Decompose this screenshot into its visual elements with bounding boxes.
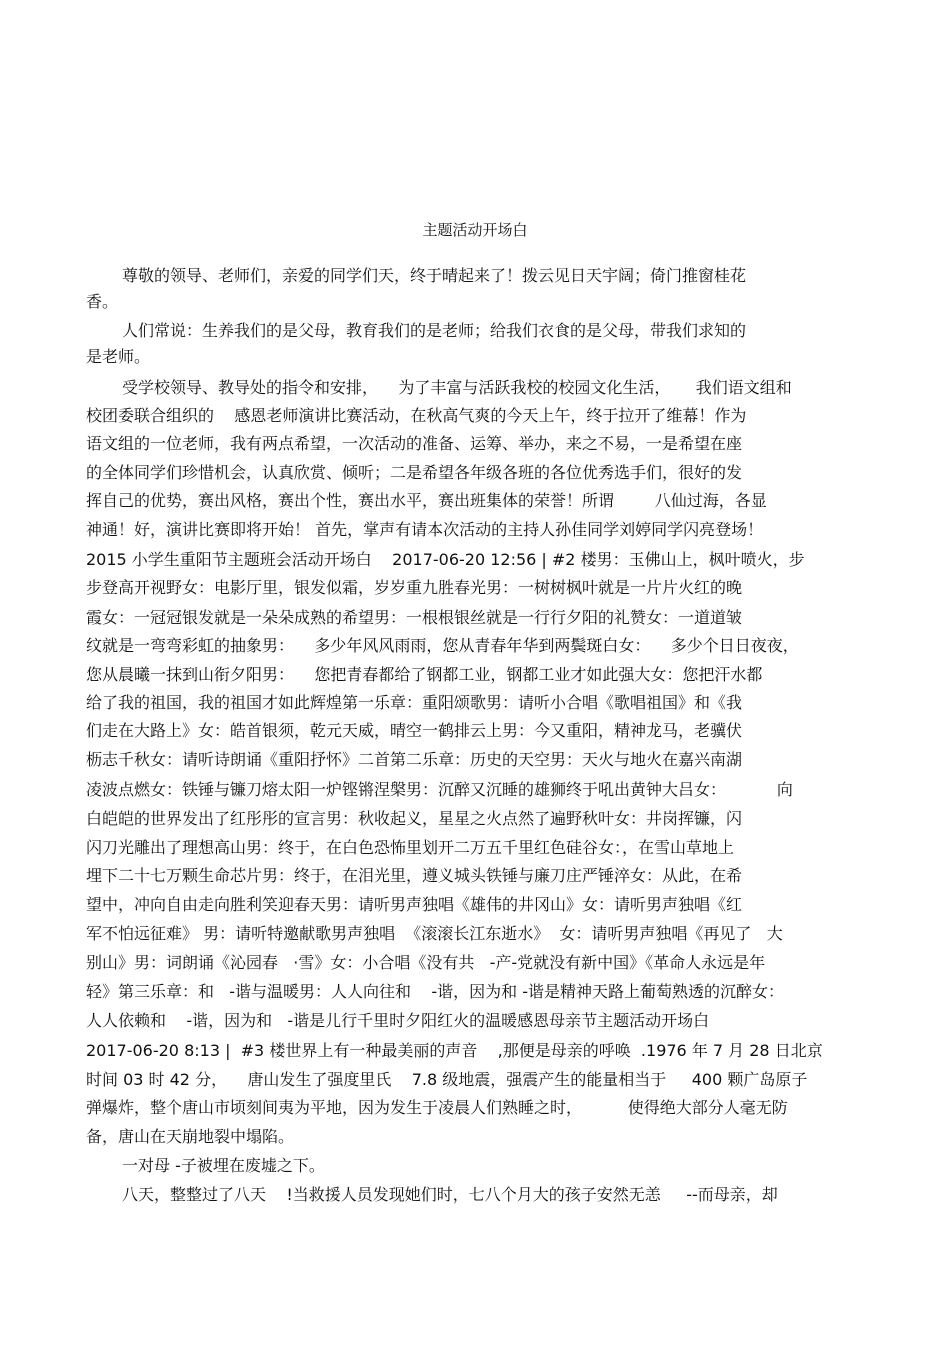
paragraph-line: 一对母 -子被埋在废墟之下。 <box>122 1156 325 1175</box>
paragraph-line: 尊敬的领导、老师们，亲爱的同学们天，终于晴起来了！拨云见日天宇阔；倚门推窗桂花 <box>122 266 747 285</box>
paragraph-line: 闪刀光雕出了理想高山男：终于，在白色恐怖里划开二万五千里红色硅谷女：，在雪山草地上 <box>86 838 735 857</box>
paragraph-line: 八天，整整过了八天 !当救援人员发现她们时，七八个月大的孩子安然无恙 --而母亲，却 <box>122 1185 778 1204</box>
paragraph-line: 是老师。 <box>86 347 151 366</box>
paragraph-line: 受学校领导、教导处的指令和安排， 为了丰富与活跃我校的校园文化生活， 我们语文组和 <box>122 378 792 397</box>
paragraph-line: 校团委联合组织的 感恩老师演讲比赛活动，在秋高气爽的今天上午，终于拉开了维幕！作为 <box>86 406 747 425</box>
paragraph-line: 给了我的祖国，我的祖国才如此辉煌第一乐章：重阳颂歌男：请听小合唱《歌唱祖国》和《我 <box>86 693 743 712</box>
paragraph-line: 2015 小学生重阳节主题班会活动开场白 2017-06-20 12:56 | #2 楼男：玉佛山上，枫叶喷火，步 <box>86 550 805 569</box>
paragraph-line: 神通！好，演讲比赛即将开始！ 首先，掌声有请本次活动的主持人孙佳同学刘婷同学闪亮登场！ <box>86 520 764 539</box>
paragraph-line: 的全体同学们珍惜机会，认真欣赏、倾听；二是希望各年级各班的各位优秀选手们，很好的发 <box>86 463 743 482</box>
paragraph-line: 您从晨曦一抹到山衔夕阳男： 您把青春都给了钢都工业，钢都工业才如此强大女：您把汗水都 <box>86 665 763 684</box>
paragraph-line: 霞女：一冠冠银发就是一朵朵成熟的希望男：一根根银丝就是一行行夕阳的礼赞女：一道道皱 <box>86 608 743 627</box>
paragraph-line: 人人依赖和 -谐，因为和 -谐是儿行千里时夕阳红火的温暖感恩母亲节主题活动开场白 <box>86 1011 710 1030</box>
paragraph-line: 埋下二十七万颗生命芯片男：终于，在泪光里，遵义城头铁锤与廉刀庄严锤淬女：从此，在希 <box>86 866 743 885</box>
paragraph-line: 凌波点燃女：铁锤与镰刀熔太阳一炉铿锵涅槃男：沉醉又沉睡的雄狮终于吼出黄钟大吕女： 向 <box>86 780 793 799</box>
paragraph-line: 纹就是一弯弯彩虹的抽象男： 多少年风风雨雨，您从青春年华到两鬓斑白女： 多少个日日夜夜， <box>86 636 799 655</box>
paragraph-line: 别山》男：词朗诵《沁园春 ·雪》女：小合唱《没有共 -产-党就没有新中国》《革命人永远是年 <box>86 953 766 972</box>
paragraph-line: 2017-06-20 8:13 | #3 楼世界上有一种最美丽的声音 ,那便是母亲的呼唤 .1976 年 7 月 28 日北京 <box>86 1041 823 1060</box>
document-title: 主题活动开场白 <box>422 221 528 239</box>
paragraph-line: 白皑皑的世界发出了红彤彤的宣言男：秋收起义，星星之火点然了遍野秋叶女：井岗挥镰，闪 <box>86 809 743 828</box>
paragraph-line: 弹爆炸，整个唐山市顷刻间夷为平地，因为发生于凌晨人们熟睡之时， 使得绝大部分人毫无防 <box>86 1098 788 1117</box>
paragraph-line: 时间 03 时 42 分， 唐山发生了强度里氏 7.8 级地震，强震产生的能量相当于 400 颗广岛原子 <box>86 1070 808 1089</box>
paragraph-line: 们走在大路上》女：皓首银须，乾元天威，晴空一鹤排云上男：今又重阳，精神龙马，老骥伏 <box>86 721 743 740</box>
paragraph-line: 备，唐山在天崩地裂中塌陷。 <box>86 1127 295 1146</box>
paragraph-line: 军不怕远征难》 男：请听特邀献歌男声独唱 《滚滚长江东逝水》 女：请听男声独唱《再见了 大 <box>86 924 783 943</box>
paragraph-line: 香。 <box>86 292 119 311</box>
paragraph-line: 枥志千秋女：请听诗朗诵《重阳抒怀》二首第二乐章：历史的天空男：天火与地火在嘉兴南湖 <box>86 750 743 769</box>
paragraph-line: 语文组的一位老师，我有两点希望，一次活动的准备、运筹、举办，来之不易，一是希望在座 <box>86 434 743 453</box>
paragraph-line: 人们常说：生养我们的是父母，教育我们的是老师；给我们衣食的是父母，带我们求知的 <box>122 321 747 340</box>
paragraph-line: 挥自己的优势，赛出风格，赛出个性，赛出水平，赛出班集体的荣誉！所谓 八仙过海，各显 <box>86 491 767 510</box>
paragraph-line: 望中，冲向自由走向胜利笑迎春天男：请听男声独唱《雄伟的井冈山》女：请听男声独唱《红 <box>86 895 743 914</box>
paragraph-line: 轻》第三乐章：和 -谐与温暖男：人人向往和 -谐，因为和 -谐是精神天路上葡萄熟透的沉醉女： <box>86 982 785 1001</box>
paragraph-line: 步登高开视野女：电影厅里，银发似霜，岁岁重九胜春光男：一树树枫叶就是一片片火红的晚 <box>86 578 743 597</box>
